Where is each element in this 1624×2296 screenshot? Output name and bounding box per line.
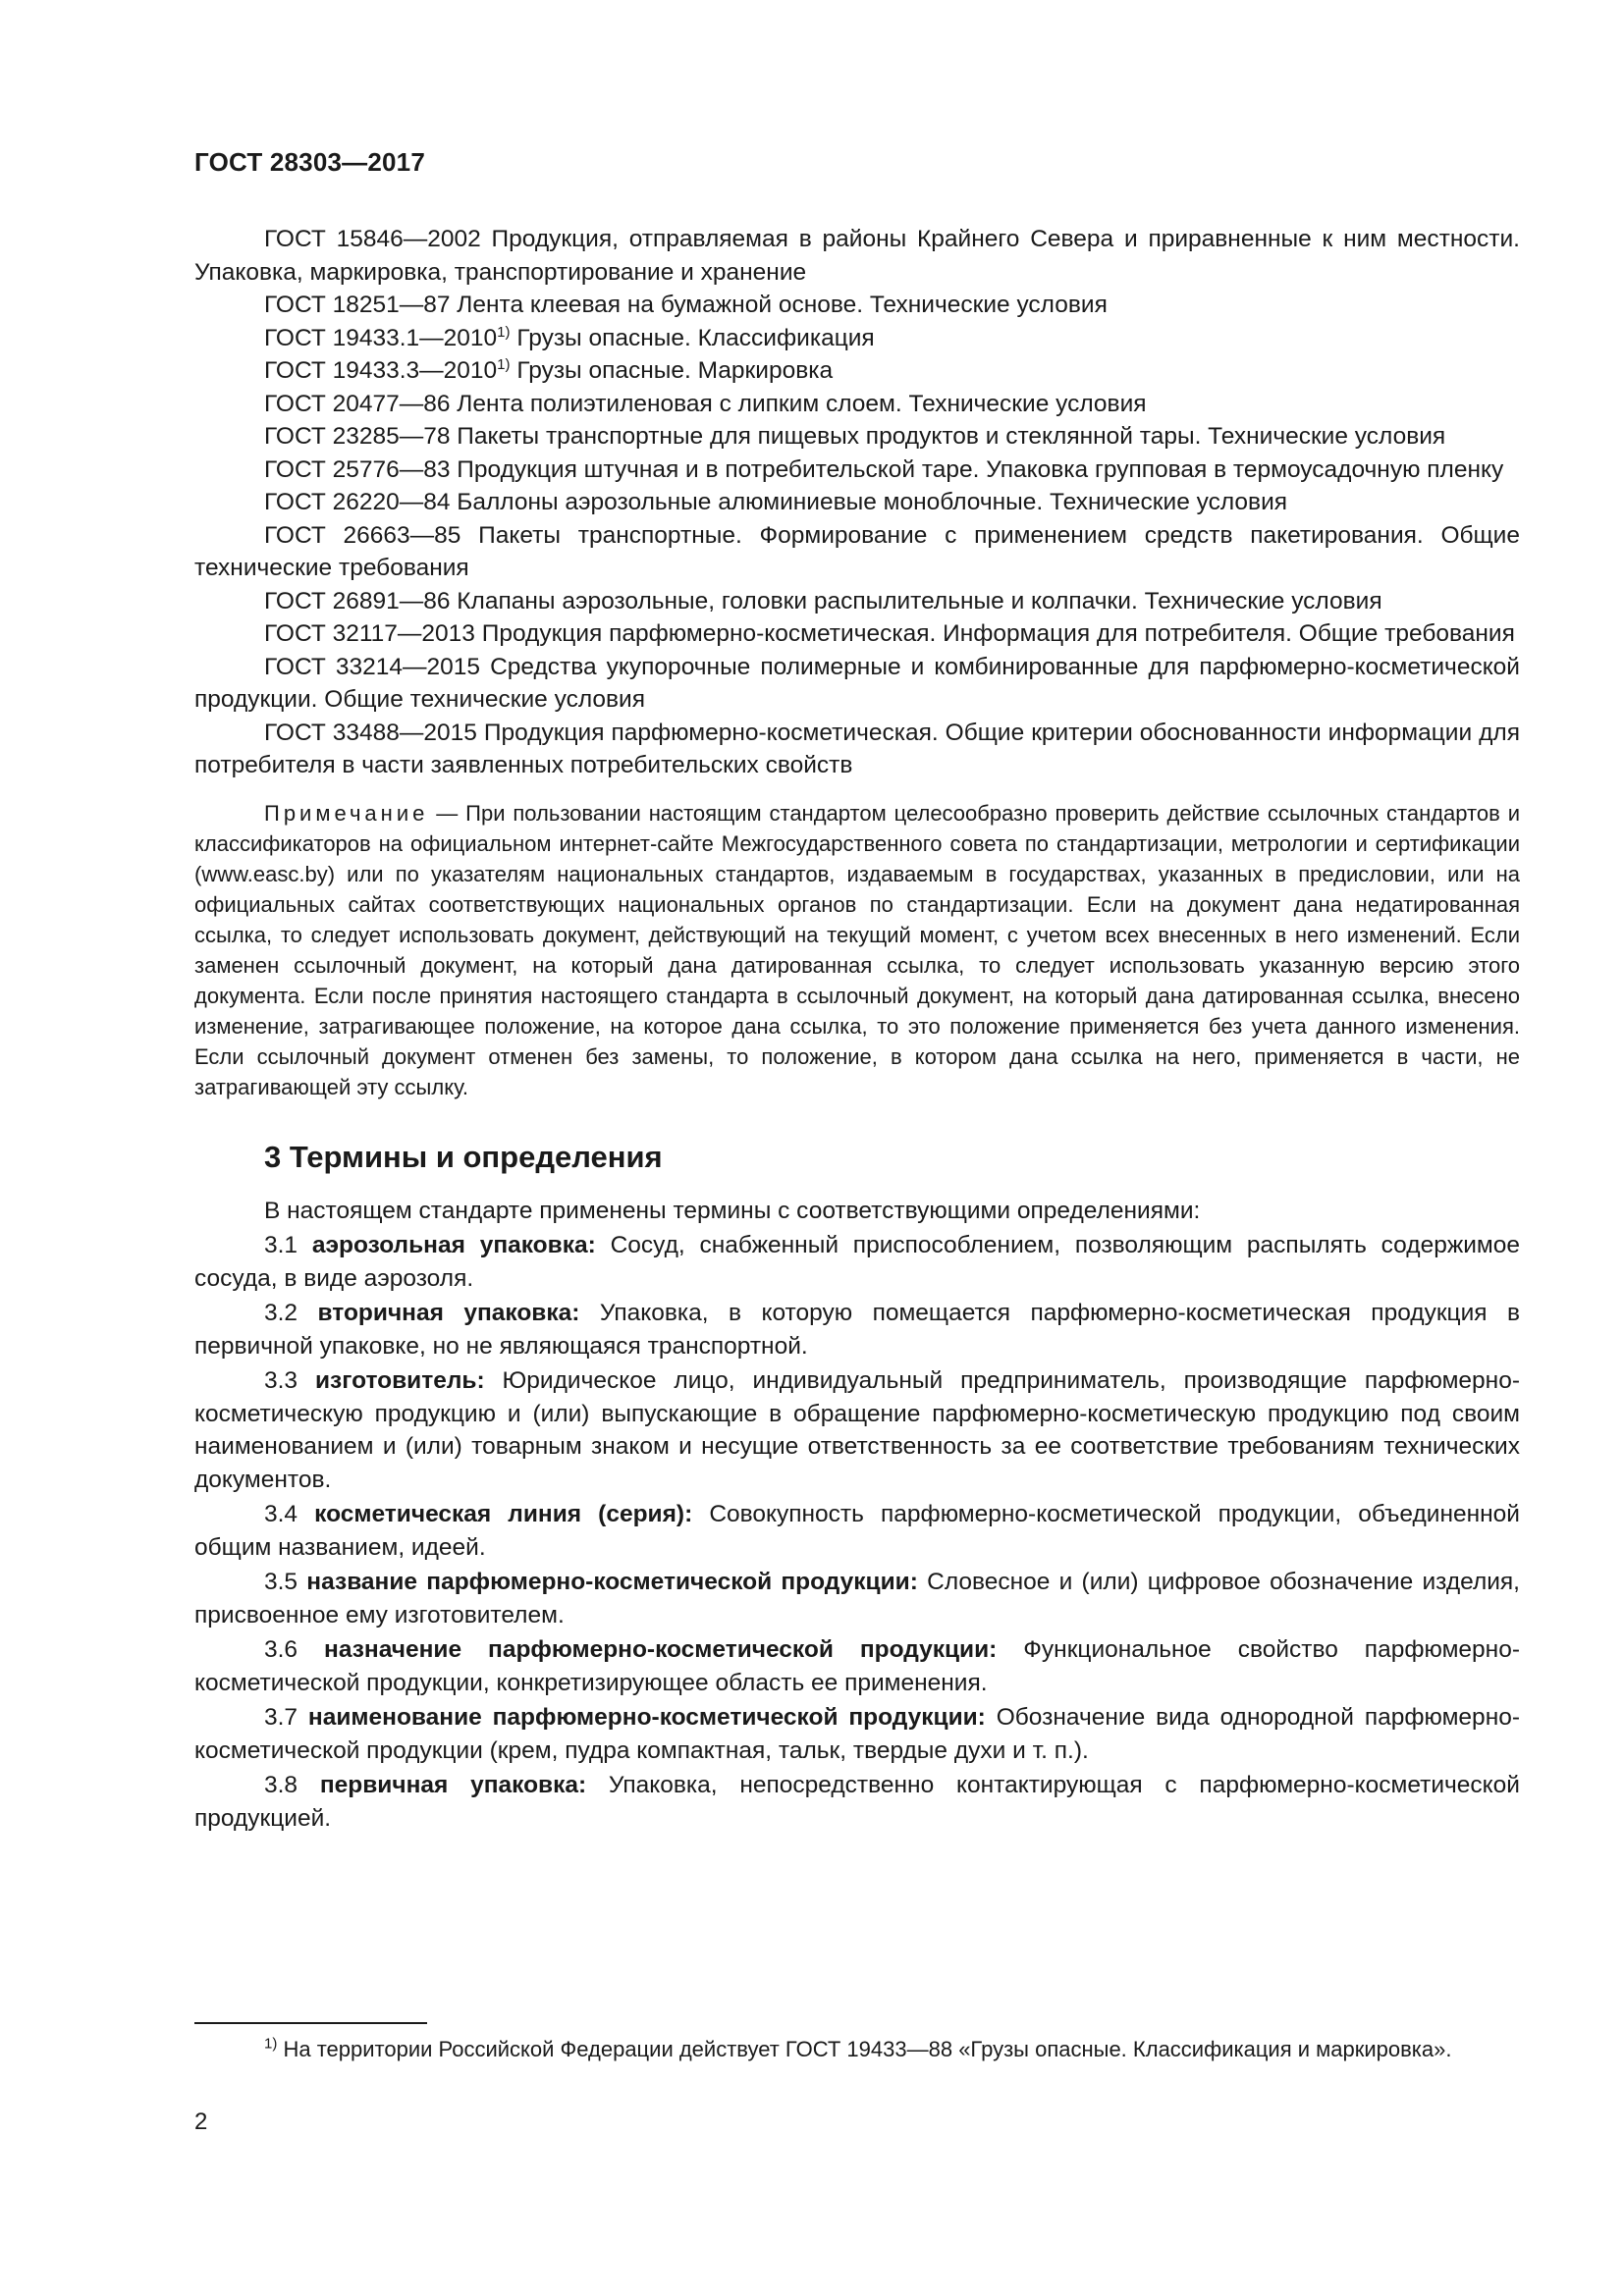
footnote — [194, 2034, 1520, 2064]
term-definition: Сосуд, снабженный приспособлением, позволяющим распылять содержимое сосуда, в виде аэрозоля. — [194, 1232, 1520, 1292]
reference-item: ГОСТ 33214—2015 Средства укупорочные полимерные и комбинированные для парфюмерно-косметической продукции. Общие технические условия — [194, 653, 1520, 713]
reference-title: Грузы опасные. Маркировка — [510, 357, 834, 384]
note-label: Примечание — [264, 800, 429, 826]
footnote-marker: 1) — [497, 355, 511, 373]
term-item — [194, 1566, 1520, 1631]
term-number: 3.8 — [264, 1772, 320, 1798]
term-definition: Совокупность парфюмерно-косметической продукции, объединенной общим названием, идеей. — [194, 1501, 1520, 1561]
term-definition: Упаковка, в которую помещается парфюмерно-косметическая продукция в первичной упаковке, но не являющаяся транспортной. — [194, 1300, 1521, 1360]
reference-item: ГОСТ 33488—2015 Продукция парфюмерно-косметическая. Общие критерии обоснованности информации для потребителя в части заявленных потребительских свойств — [194, 719, 1520, 778]
term-item — [194, 1229, 1520, 1295]
term-item — [194, 1364, 1520, 1496]
term-number: 3.1 — [264, 1232, 312, 1258]
section-title: 3 Термины и определения — [264, 1139, 663, 1174]
term-definition: Словесное и (или) цифровое обозначение изделия, присвоенное ему изготовителем. — [194, 1569, 1520, 1629]
term-number: 3.2 — [264, 1300, 318, 1326]
reference-code: ГОСТ 19433.1—2010 — [264, 324, 498, 351]
term-name: назначение парфюмерно-косметической продукции: — [324, 1636, 998, 1663]
reference-code: ГОСТ 19433.3—2010 — [264, 357, 498, 384]
document-page — [194, 147, 1520, 1837]
reference-item — [194, 322, 1520, 355]
footnote-divider — [194, 2022, 427, 2024]
term-number: 3.5 — [264, 1569, 307, 1595]
term-item — [194, 1769, 1520, 1835]
footnote-text: На территории Российской Федерации действует ГОСТ 19433—88 «Грузы опасные. Классификация и маркировка». — [277, 2037, 1452, 2061]
reference-item: ГОСТ 32117—2013 Продукция парфюмерно-косметическая. Информация для потребителя. Общие требования — [264, 620, 1515, 647]
term-name: вторичная упаковка: — [317, 1300, 580, 1326]
term-definition: Функциональное свойство парфюмерно-косметической продукции, конкретизирующее область ее применения. — [194, 1636, 1520, 1696]
term-definition: Обозначение вида однородной парфюмерно-косметической продукции (крем, пудра компактная, тальк, твердые духи и т. п.). — [194, 1704, 1521, 1764]
term-item — [194, 1498, 1520, 1564]
term-name: название парфюмерно-косметической продукции: — [306, 1569, 918, 1595]
reference-item: ГОСТ 26663—85 Пакеты транспортные. Формирование с применением средств пакетирования. Общие технические требования — [194, 521, 1520, 581]
term-name: аэрозольная упаковка: — [311, 1232, 596, 1258]
term-number: 3.4 — [264, 1501, 315, 1527]
term-number: 3.6 — [264, 1636, 325, 1663]
reference-item: ГОСТ 23285—78 Пакеты транспортные для пищевых продуктов и стеклянной тары. Технические условия — [264, 423, 1446, 450]
note-text: — При пользовании настоящим стандартом целесообразно проверить действие ссылочных стандартов и классификаторов на официальном интернет-сайте Межгосударственного совета по стандартизации, метрологии и сертификации (www.easc.by) или по указателям национальных стандартов, издаваемым в государствах, указанных в предисловии, или на официальных сайтах соответствующих национальных органов по стандартизации. Если на документ дана недатированная ссылка, то следует использовать документ, действующий на текущий момент, с учетом всех внесенных в него изменений. Если заменен ссылочный документ, на который дана датированная ссылка, то следует использовать указанную версию этого документа. Если после принятия настоящего стандарта в ссылочный документ, на который дана датированная ссылка, внесено изменение, затрагивающее положение, на которое дана ссылка, то это положение применяется без учета данного изменения. Если ссылочный документ отменен без замены, то положение, в котором дана ссылка на него, применяется в части, не затрагивающей эту ссылку. — [194, 800, 1520, 1099]
reference-item: ГОСТ 26220—84 Баллоны аэрозольные алюминиевые моноблочные. Технические условия — [264, 489, 1288, 515]
reference-item: ГОСТ 15846—2002 Продукция, отправляемая в районы Крайнего Севера и приравненные к ним местности. Упаковка, маркировка, транспортирование и хранение — [194, 226, 1520, 286]
terms-section — [194, 1195, 1520, 1836]
term-number: 3.3 — [264, 1367, 315, 1394]
footnote-marker: 1) — [497, 323, 511, 341]
term-item — [194, 1633, 1520, 1699]
term-item — [194, 1701, 1520, 1767]
page-number: 2 — [194, 2109, 208, 2135]
term-item — [194, 1297, 1520, 1362]
document-header: ГОСТ 28303—2017 — [194, 147, 425, 177]
term-name: первичная упаковка: — [319, 1772, 587, 1798]
term-number: 3.7 — [264, 1704, 308, 1731]
reference-item: ГОСТ 25776—83 Продукция штучная и в потребительской таре. Упаковка групповая в термоусадочную пленку — [264, 455, 1504, 483]
reference-item: ГОСТ 18251—87 Лента клеевая на бумажной основе. Технические условия — [264, 292, 1108, 318]
term-name: наименование парфюмерно-косметической продукции: — [307, 1704, 986, 1731]
reference-title: Грузы опасные. Классификация — [510, 324, 875, 351]
note-paragraph — [194, 798, 1520, 1102]
term-definition: Упаковка, непосредственно контактирующая с парфюмерно-косметической продукцией. — [194, 1772, 1520, 1832]
normative-references — [194, 223, 1520, 782]
reference-item: ГОСТ 26891—86 Клапаны аэрозольные, головки распылительные и колпачки. Технические условия — [264, 587, 1382, 614]
footnote-marker: 1) — [264, 2035, 278, 2053]
section-intro: В настоящем стандарте применены термины с соответствующими определениями: — [264, 1197, 1201, 1224]
term-name: косметическая линия (серия): — [314, 1501, 693, 1527]
term-name: изготовитель: — [314, 1367, 485, 1394]
reference-item: ГОСТ 20477—86 Лента полиэтиленовая с липким слоем. Технические условия — [264, 390, 1147, 417]
reference-item — [194, 354, 1520, 388]
term-definition: Юридическое лицо, индивидуальный предприниматель, производящие парфюмерно-косметическую продукцию и (или) выпускающие в обращение парфюмерно-косметическую продукцию под своим наименованием и (или) товарным знаком и несущие ответственность за ее соответствие требованиям технических документов. — [194, 1367, 1520, 1493]
